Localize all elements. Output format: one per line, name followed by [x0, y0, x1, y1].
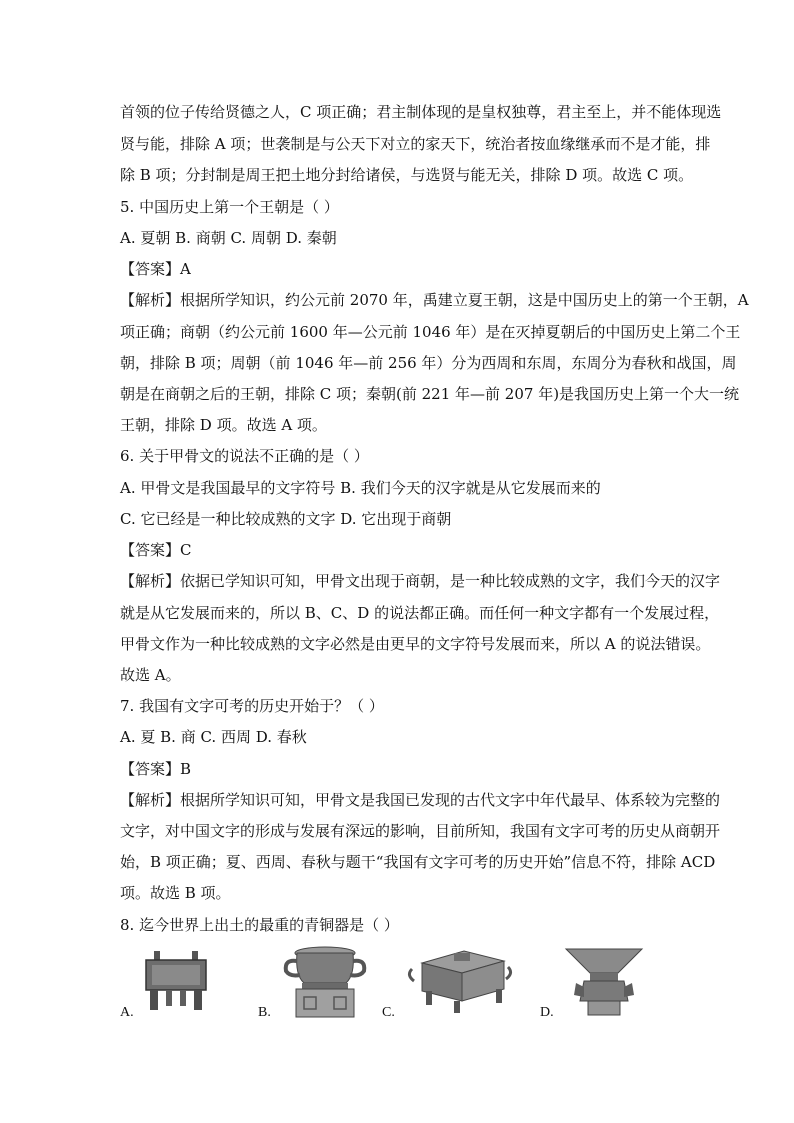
question-7-title: 7. 我国有文字可考的历史开始于？（ ） — [120, 697, 384, 715]
question-5-answer: 【答案】A — [120, 260, 191, 278]
zun-vessel-icon — [562, 947, 646, 1017]
text-line: 【解析】依据已学知识可知，甲骨文出现于商朝，是一种比较成熟的文字，我们今天的汉字 — [120, 572, 721, 590]
question-7-answer: 【答案】B — [120, 760, 192, 778]
question-6-options-cd: C. 它已经是一种比较成熟的文字 D. 它出现于商朝 — [120, 510, 452, 528]
text-line: 文字，对中国文字的形成与发展有深远的影响，目前所知，我国有文字可考的历史从商朝开 — [120, 822, 721, 840]
text-line: 项。故选 B 项。 — [120, 884, 231, 902]
figure-c-label: C. — [382, 1005, 395, 1020]
square-hu-icon — [404, 949, 514, 1015]
gui-vessel-icon — [282, 945, 368, 1019]
text-line: 王朝，排除 D 项。故选 A 项。 — [120, 416, 327, 434]
question-8-figures — [0, 945, 794, 1035]
text-line: 始，B 项正确；夏、西周、春秋与题干“我国有文字可考的历史开始”信息不符，排除 ACD — [120, 853, 716, 871]
square-ding-icon — [140, 951, 212, 1013]
question-8-title: 8. 迄今世界上出土的最重的青铜器是（ ） — [120, 916, 399, 934]
text-line: 故选 A。 — [120, 666, 181, 684]
text-line: 首领的位子传给贤德之人，C 项正确；君主制体现的是皇权独尊，君主至上，并不能体现选 — [120, 103, 722, 121]
question-6-options-ab: A. 甲骨文是我国最早的文字符号 B. 我们今天的汉字就是从它发展而来的 — [120, 479, 601, 497]
question-5-title: 5. 中国历史上第一个王朝是（ ） — [120, 198, 339, 216]
text-line: 贤与能，排除 A 项；世袭制是与公天下对立的家天下，统治者按血缘继承而不是才能，排 — [120, 135, 711, 153]
text-line: 【解析】根据所学知识可知，甲骨文是我国已发现的古代文字中年代最早、体系较为完整的 — [120, 791, 721, 809]
question-7-options: A. 夏 B. 商 C. 西周 D. 春秋 — [120, 728, 307, 746]
text-line: 朝，排除 B 项；周朝（前 1046 年—前 256 年）分为西周和东周，东周分为春秋和战国，周 — [120, 354, 737, 372]
figure-b-label: B. — [258, 1005, 271, 1020]
question-6-title: 6. 关于甲骨文的说法不正确的是（ ） — [120, 447, 369, 465]
figure-d-label: D. — [540, 1005, 554, 1020]
text-line: 甲骨文作为一种比较成熟的文字必然是由更早的文字符号发展而来，所以 A 的说法错误。 — [120, 635, 711, 653]
question-5-options: A. 夏朝 B. 商朝 C. 周朝 D. 秦朝 — [120, 229, 337, 247]
text-line: 朝是在商朝之后的王朝，排除 C 项；秦朝(前 221 年—前 207 年)是我国历史上第一个大一统 — [120, 385, 740, 403]
question-6-answer: 【答案】C — [120, 541, 192, 559]
text-line: 【解析】根据所学知识，约公元前 2070 年，禹建立夏王朝，这是中国历史上的第一个王朝，A — [120, 291, 749, 309]
text-line: 项正确；商朝（约公元前 1600 年—公元前 1046 年）是在灭掉夏朝后的中国历史上第二个王 — [120, 323, 741, 341]
text-line: 就是从它发展而来的，所以 B、C、D 的说法都正确。而任何一种文字都有一个发展过程， — [120, 604, 720, 622]
figure-a-label: A. — [120, 1005, 134, 1020]
text-line: 除 B 项；分封制是周王把土地分封给诸侯，与选贤与能无关，排除 D 项。故选 C 项。 — [120, 166, 694, 184]
